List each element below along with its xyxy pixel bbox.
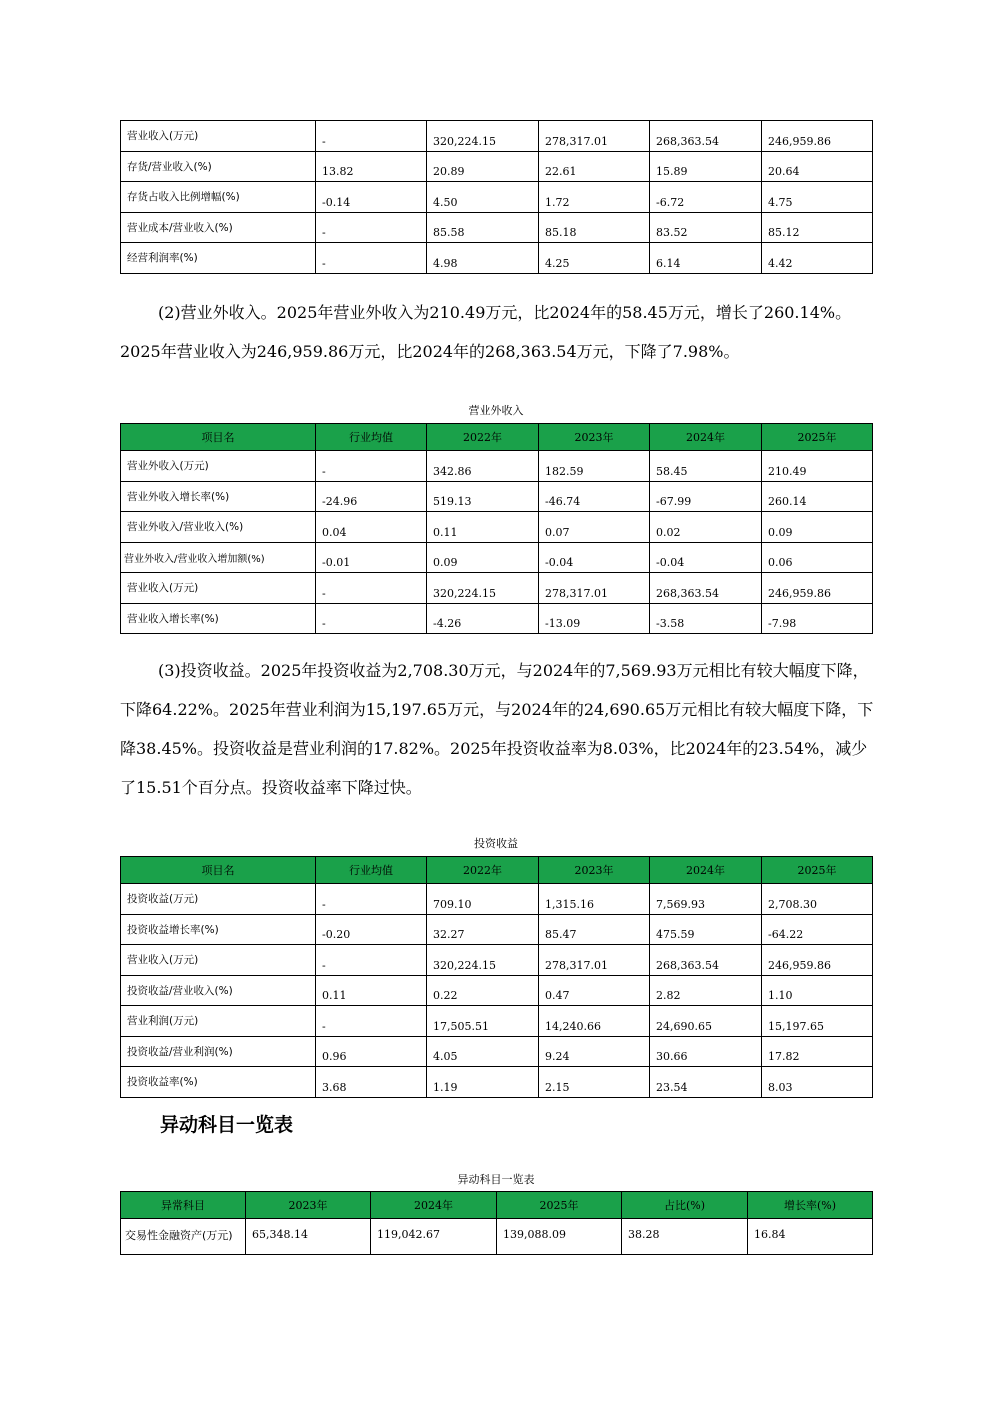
cell-2023: 182.59 <box>539 451 650 482</box>
table-row <box>121 945 873 976</box>
cell-2025: 4.75 <box>762 182 873 213</box>
cell-2024: 58.45 <box>650 451 762 482</box>
cell-2022: 1.19 <box>427 1067 539 1098</box>
cell-2025: 0.06 <box>762 542 873 573</box>
cell-share: 38.28 <box>622 1219 748 1255</box>
cell-2024: 83.52 <box>650 212 762 243</box>
cell-2024: 15.89 <box>650 151 762 182</box>
cell-industry-avg: -0.20 <box>316 914 427 945</box>
cell-2022: 0.22 <box>427 975 539 1006</box>
cell-2025: 246,959.86 <box>762 573 873 604</box>
row-label: 投资收益/营业利润(%) <box>121 1036 316 1067</box>
row-label: 存货/营业收入(%) <box>121 151 316 182</box>
cell-2024: -0.04 <box>650 542 762 573</box>
table-row <box>121 573 873 604</box>
header-2025: 2025年 <box>762 857 873 884</box>
cell-2024: 6.14 <box>650 243 762 274</box>
table-row <box>121 542 873 573</box>
cell-2023: 0.07 <box>539 512 650 543</box>
header-industry-avg: 行业均值 <box>316 857 427 884</box>
cell-industry-avg: - <box>316 603 427 634</box>
cell-2022: 320,224.15 <box>427 121 539 152</box>
cell-growth: 16.84 <box>748 1219 873 1255</box>
table-caption-investment: 投资收益 <box>474 837 518 850</box>
cell-2025: 1.10 <box>762 975 873 1006</box>
header-2023: 2023年 <box>539 424 650 451</box>
table-caption-abnormal: 异动科目一览表 <box>457 1173 535 1186</box>
cell-industry-avg: - <box>316 1006 427 1037</box>
cell-2022: 0.11 <box>427 512 539 543</box>
cell-2024: 268,363.54 <box>650 121 762 152</box>
cell-2025: 4.42 <box>762 243 873 274</box>
cell-2023: 9.24 <box>539 1036 650 1067</box>
cell-industry-avg: - <box>316 945 427 976</box>
header-industry-avg: 行业均值 <box>316 424 427 451</box>
table-header-row <box>121 424 873 451</box>
row-label: 营业收入(万元) <box>121 573 316 604</box>
row-label: 营业外收入/营业收入增加额(%) <box>121 542 316 573</box>
header-2024: 2024年 <box>650 424 762 451</box>
cell-industry-avg: 3.68 <box>316 1067 427 1098</box>
table-row <box>121 121 873 152</box>
cell-industry-avg: -24.96 <box>316 481 427 512</box>
table-operating-revenue-continued <box>120 120 873 274</box>
cell-2025: 85.12 <box>762 212 873 243</box>
cell-2025: 17.82 <box>762 1036 873 1067</box>
table-row <box>121 603 873 634</box>
header-item: 项目名 <box>121 424 316 451</box>
cell-2024: 268,363.54 <box>650 945 762 976</box>
cell-2024: 30.66 <box>650 1036 762 1067</box>
cell-2024: 0.02 <box>650 512 762 543</box>
row-label: 营业外收入增长率(%) <box>121 481 316 512</box>
cell-2024: 23.54 <box>650 1067 762 1098</box>
cell-2025: 246,959.86 <box>762 121 873 152</box>
cell-2023: 14,240.66 <box>539 1006 650 1037</box>
cell-2025: 20.64 <box>762 151 873 182</box>
cell-2025: 0.09 <box>762 512 873 543</box>
row-label: 投资收益增长率(%) <box>121 914 316 945</box>
cell-2022: -4.26 <box>427 603 539 634</box>
cell-2024: -67.99 <box>650 481 762 512</box>
cell-2024: -3.58 <box>650 603 762 634</box>
cell-2023: 85.18 <box>539 212 650 243</box>
cell-2025: 2,708.30 <box>762 884 873 915</box>
cell-2023: 22.61 <box>539 151 650 182</box>
cell-industry-avg: 13.82 <box>316 151 427 182</box>
cell-industry-avg: - <box>316 451 427 482</box>
cell-2022: 320,224.15 <box>427 945 539 976</box>
cell-2025: 8.03 <box>762 1067 873 1098</box>
cell-2022: 0.09 <box>427 542 539 573</box>
cell-2025: 15,197.65 <box>762 1006 873 1037</box>
cell-2024: 24,690.65 <box>650 1006 762 1037</box>
cell-2023: 278,317.01 <box>539 945 650 976</box>
cell-industry-avg: - <box>316 212 427 243</box>
table-row <box>121 975 873 1006</box>
header-2024: 2024年 <box>650 857 762 884</box>
cell-2023: -0.04 <box>539 542 650 573</box>
table-row <box>121 1006 873 1037</box>
section-heading-abnormal-items: 异动科目一览表 <box>160 1114 294 1136</box>
cell-industry-avg: 0.96 <box>316 1036 427 1067</box>
cell-2023: 4.25 <box>539 243 650 274</box>
header-growth: 增长率(%) <box>748 1192 873 1219</box>
cell-2022: 20.89 <box>427 151 539 182</box>
table-row <box>121 212 873 243</box>
row-label: 存货占收入比例增幅(%) <box>121 182 316 213</box>
table-row <box>121 451 873 482</box>
row-label: 营业收入(万元) <box>121 945 316 976</box>
header-2025: 2025年 <box>762 424 873 451</box>
cell-2022: 17,505.51 <box>427 1006 539 1037</box>
row-label: 投资收益(万元) <box>121 884 316 915</box>
row-label: 营业成本/营业收入(%) <box>121 212 316 243</box>
cell-2023: 2.15 <box>539 1067 650 1098</box>
paragraph-other-income: (2)营业外收入。2025年营业外收入为210.49万元，比2024年的58.45万元，增长了260.14%。2025年营业收入为246,959.86万元，比2024年的268,363.54万元，下降了7.98%。 <box>120 303 852 361</box>
row-label: 营业外收入(万元) <box>121 451 316 482</box>
paragraph-investment-income: (3)投资收益。2025年投资收益为2,708.30万元，与2024年的7,569.93万元相比有较大幅度下降，下降64.22%。2025年营业利润为15,197.65万元，与2024年的24,690.65万元相比有较大幅度下降，下降38.45%。投资收益是营业利润的17.82%。2025年投资收益率为8.03%，比2024年的23.54%，减少了15.51个百分点。投资收益率下降过快。 <box>120 661 874 797</box>
cell-2023: -46.74 <box>539 481 650 512</box>
table-row <box>121 1036 873 1067</box>
cell-industry-avg: -0.01 <box>316 542 427 573</box>
row-label: 营业收入(万元) <box>121 121 316 152</box>
table-investment-income <box>120 856 873 1098</box>
cell-2022: 85.58 <box>427 212 539 243</box>
table-row <box>121 914 873 945</box>
table-row <box>121 151 873 182</box>
table-row <box>121 884 873 915</box>
table-abnormal-items <box>120 1191 873 1255</box>
row-label: 营业利润(万元) <box>121 1006 316 1037</box>
cell-2023: 1.72 <box>539 182 650 213</box>
cell-2024: 475.59 <box>650 914 762 945</box>
header-2025: 2025年 <box>497 1192 622 1219</box>
cell-2023: -13.09 <box>539 603 650 634</box>
cell-2023: 1,315.16 <box>539 884 650 915</box>
table-row <box>121 512 873 543</box>
row-label: 营业收入增长率(%) <box>121 603 316 634</box>
cell-2022: 519.13 <box>427 481 539 512</box>
cell-2025: 260.14 <box>762 481 873 512</box>
cell-industry-avg: - <box>316 573 427 604</box>
row-label: 经营利润率(%) <box>121 243 316 274</box>
cell-2023: 0.47 <box>539 975 650 1006</box>
table-other-income <box>120 423 873 634</box>
cell-2023: 65,348.14 <box>246 1219 371 1255</box>
cell-industry-avg: - <box>316 884 427 915</box>
table-caption-other-income: 营业外收入 <box>468 404 524 417</box>
cell-2025: -7.98 <box>762 603 873 634</box>
cell-2024: 268,363.54 <box>650 573 762 604</box>
table-row <box>121 1067 873 1098</box>
header-2024: 2024年 <box>371 1192 497 1219</box>
cell-2025: 246,959.86 <box>762 945 873 976</box>
cell-2022: 32.27 <box>427 914 539 945</box>
cell-2025: 210.49 <box>762 451 873 482</box>
header-abnormal-item: 异常科目 <box>121 1192 246 1219</box>
header-2023: 2023年 <box>246 1192 371 1219</box>
cell-2022: 4.98 <box>427 243 539 274</box>
table-row <box>121 1219 873 1255</box>
cell-2024: 2.82 <box>650 975 762 1006</box>
cell-2023: 278,317.01 <box>539 121 650 152</box>
header-share: 占比(%) <box>622 1192 748 1219</box>
cell-2024: 7,569.93 <box>650 884 762 915</box>
header-2022: 2022年 <box>427 424 539 451</box>
table-row <box>121 182 873 213</box>
cell-industry-avg: 0.04 <box>316 512 427 543</box>
row-label: 投资收益率(%) <box>121 1067 316 1098</box>
cell-2025: -64.22 <box>762 914 873 945</box>
table-row <box>121 243 873 274</box>
cell-2024: 119,042.67 <box>371 1219 497 1255</box>
cell-industry-avg: - <box>316 121 427 152</box>
cell-2023: 278,317.01 <box>539 573 650 604</box>
cell-2022: 709.10 <box>427 884 539 915</box>
cell-industry-avg: -0.14 <box>316 182 427 213</box>
header-2023: 2023年 <box>539 857 650 884</box>
cell-2022: 4.05 <box>427 1036 539 1067</box>
table-header-row <box>121 857 873 884</box>
header-2022: 2022年 <box>427 857 539 884</box>
header-item: 项目名 <box>121 857 316 884</box>
row-label: 投资收益/营业收入(%) <box>121 975 316 1006</box>
row-label: 营业外收入/营业收入(%) <box>121 512 316 543</box>
table-row <box>121 481 873 512</box>
cell-2023: 85.47 <box>539 914 650 945</box>
cell-industry-avg: - <box>316 243 427 274</box>
row-label: 交易性金融资产(万元) <box>121 1219 246 1255</box>
cell-2024: -6.72 <box>650 182 762 213</box>
cell-2022: 4.50 <box>427 182 539 213</box>
cell-industry-avg: 0.11 <box>316 975 427 1006</box>
table-header-row <box>121 1192 873 1219</box>
cell-2022: 342.86 <box>427 451 539 482</box>
cell-2022: 320,224.15 <box>427 573 539 604</box>
cell-2025: 139,088.09 <box>497 1219 622 1255</box>
